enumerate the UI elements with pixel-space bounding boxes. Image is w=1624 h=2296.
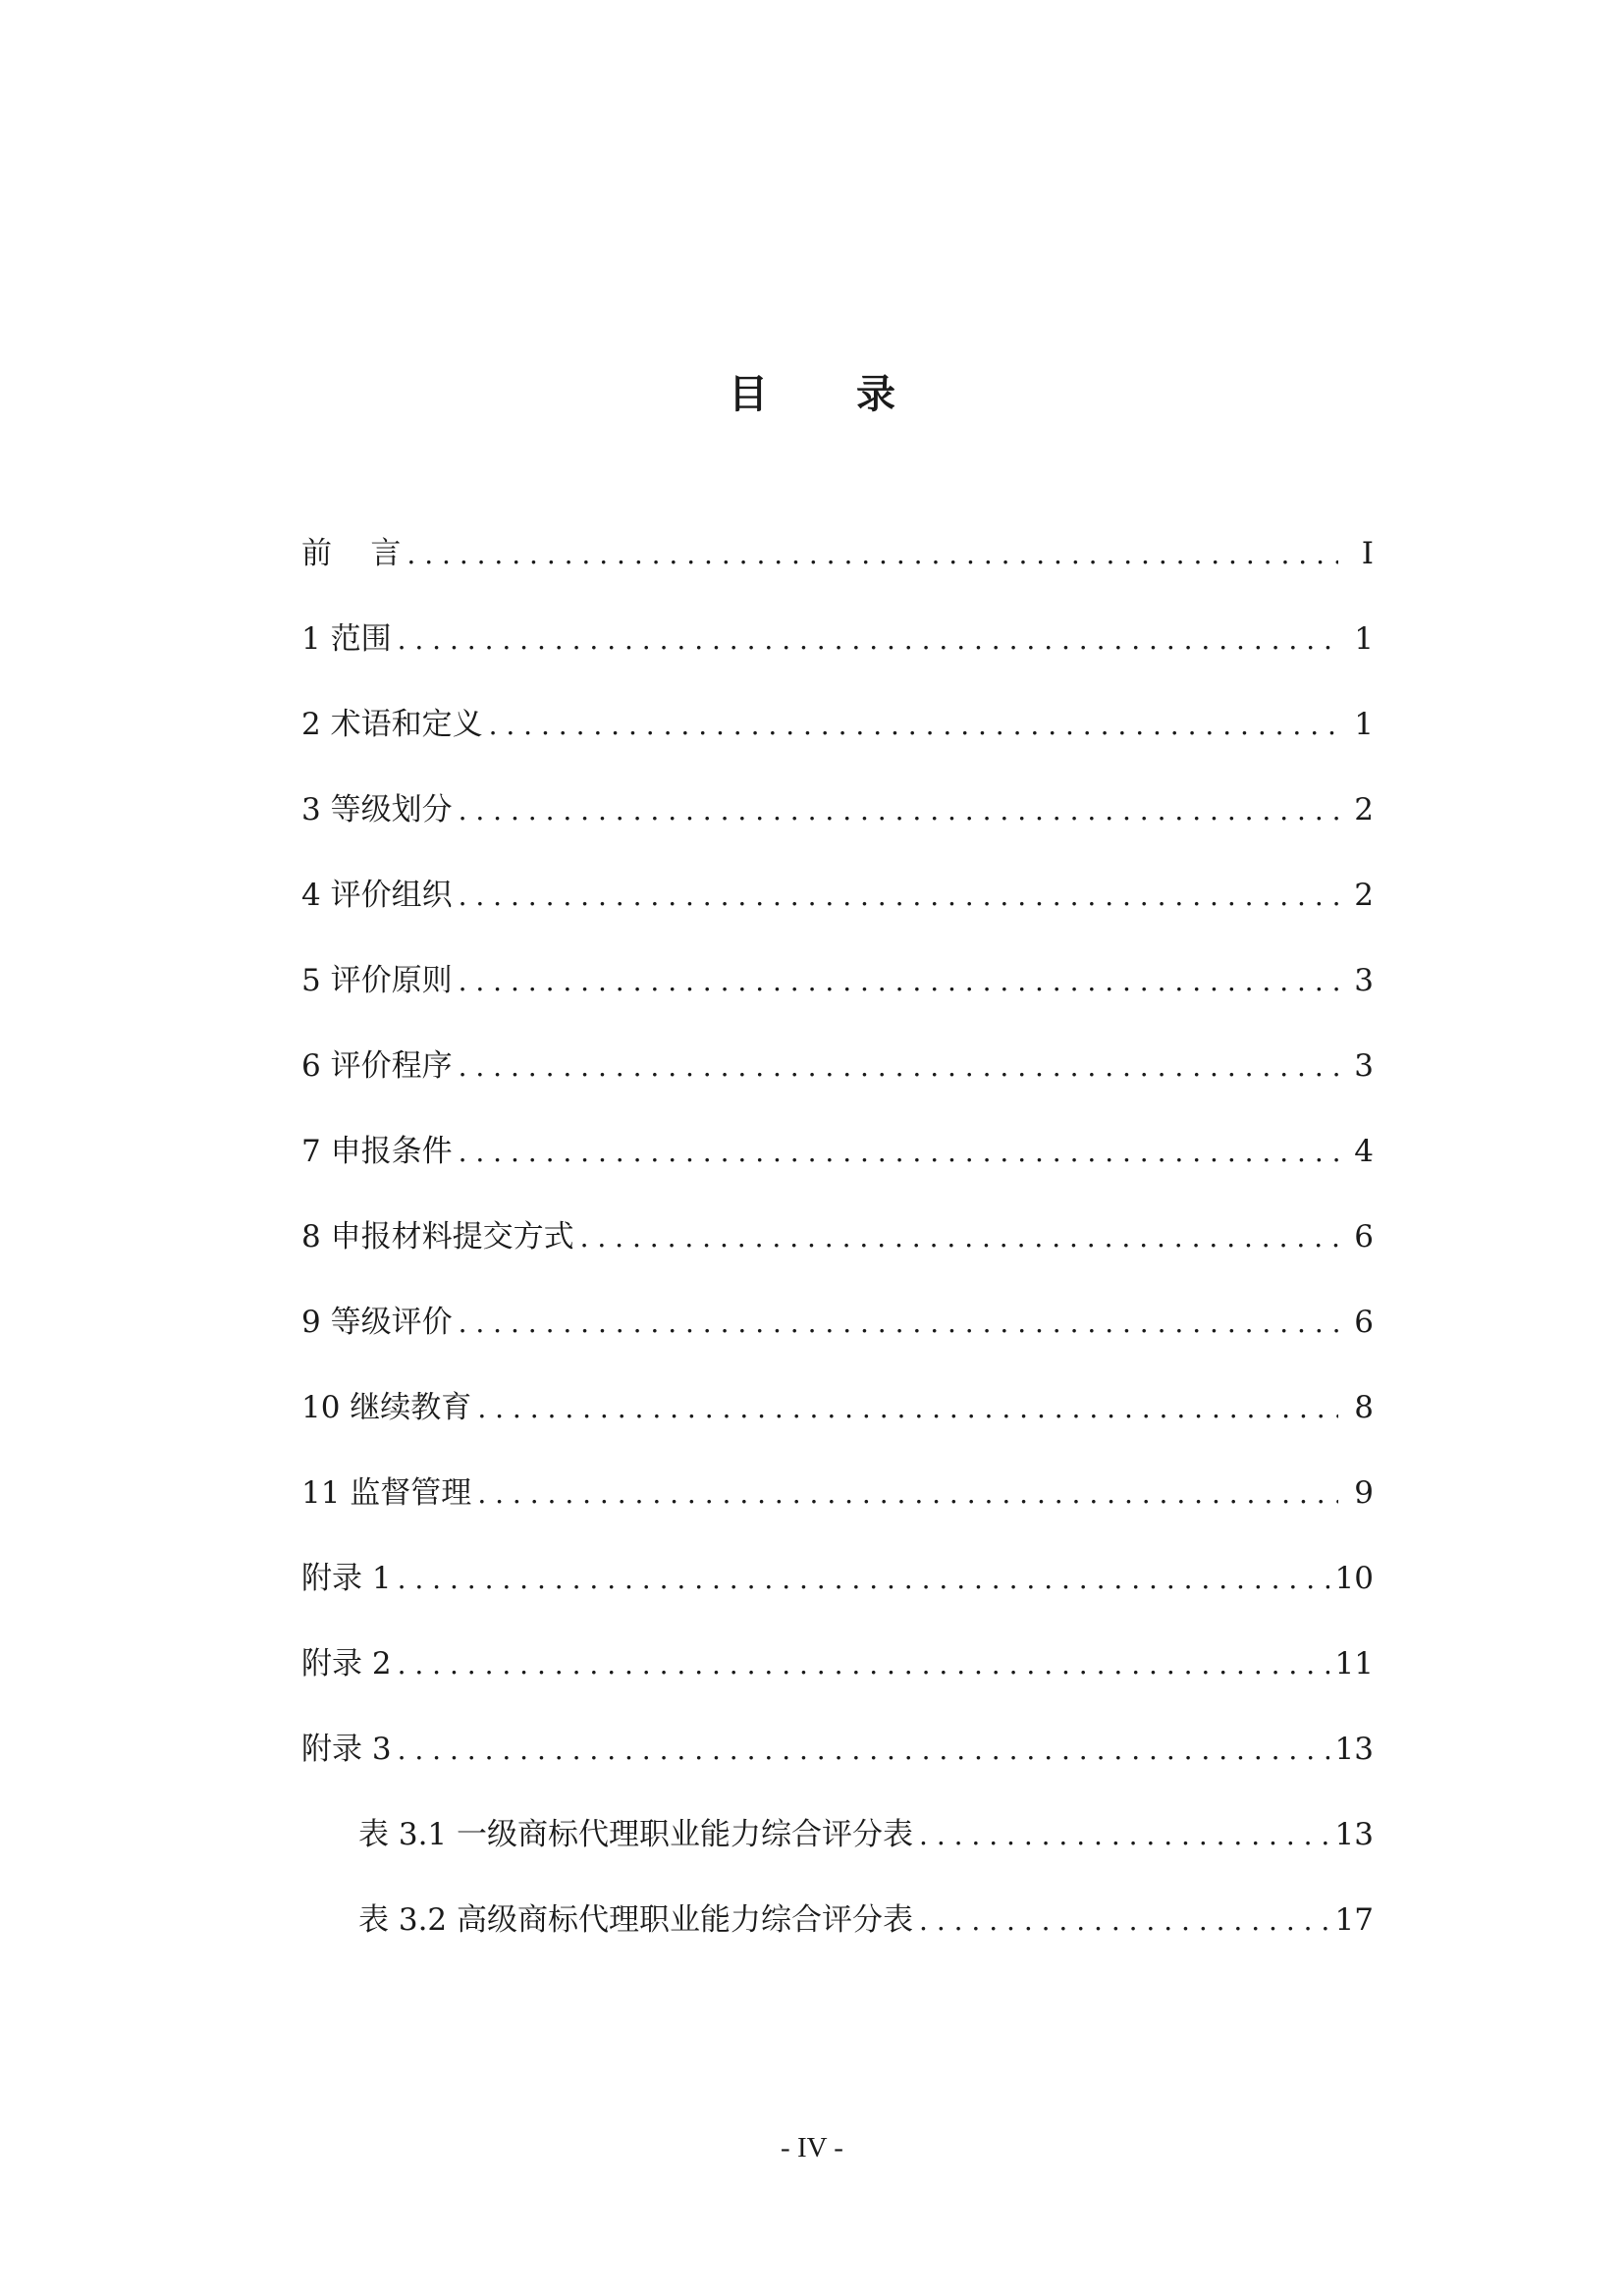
toc-entry-grade-evaluation[interactable] xyxy=(301,1295,1374,1380)
toc-entry-label: 附录 2 xyxy=(301,1646,392,1682)
toc-dot-leader xyxy=(477,1467,1338,1522)
toc-dot-leader xyxy=(919,1894,1329,1949)
toc-entry-terms[interactable] xyxy=(301,697,1374,782)
toc-dot-leader xyxy=(459,954,1338,1009)
toc-entry-label: 6 评价程序 xyxy=(301,1048,453,1084)
toc-entry-label: 4 评价组织 xyxy=(301,878,453,913)
toc-dot-leader xyxy=(489,698,1338,753)
toc-entry-table-3-2[interactable] xyxy=(301,1893,1374,1978)
toc-entry-page: 6 xyxy=(1354,1305,1374,1340)
toc-dot-leader xyxy=(459,869,1338,924)
toc-entry-page: I xyxy=(1361,536,1374,571)
toc-entry-label: 5 评价原则 xyxy=(301,963,453,998)
toc-entry-appendix-1[interactable] xyxy=(301,1551,1374,1636)
toc-entry-page: 13 xyxy=(1334,1817,1374,1852)
toc-entry-label: 附录 3 xyxy=(301,1732,392,1767)
toc-entry-page: 2 xyxy=(1354,878,1374,913)
toc-dot-leader xyxy=(398,1552,1329,1607)
toc-entry-label: 表 3.1 一级商标代理职业能力综合评分表 xyxy=(358,1817,914,1852)
table-of-contents xyxy=(301,526,1374,1978)
toc-dot-leader xyxy=(398,613,1338,667)
toc-entry-submission-method[interactable] xyxy=(301,1209,1374,1295)
toc-dot-leader xyxy=(477,1381,1338,1436)
toc-entry-label: 9 等级评价 xyxy=(301,1305,453,1340)
toc-entry-label: 表 3.2 高级商标代理职业能力综合评分表 xyxy=(358,1902,914,1938)
toc-entry-page: 13 xyxy=(1334,1732,1374,1767)
toc-entry-appendix-3[interactable] xyxy=(301,1722,1374,1807)
page-number: - IV - xyxy=(781,2132,843,2163)
toc-dot-leader xyxy=(406,527,1338,582)
toc-entry-page: 6 xyxy=(1354,1219,1374,1255)
toc-entry-continuing-education[interactable] xyxy=(301,1380,1374,1466)
page-title: 目 录 xyxy=(729,372,933,417)
toc-entry-page: 3 xyxy=(1354,1048,1374,1084)
toc-entry-page: 3 xyxy=(1354,963,1374,998)
toc-entry-page: 10 xyxy=(1334,1561,1374,1596)
toc-entry-evaluation-procedure[interactable] xyxy=(301,1039,1374,1124)
toc-entry-label: 11 监督管理 xyxy=(301,1475,472,1511)
toc-dot-leader xyxy=(459,1296,1338,1351)
toc-dot-leader xyxy=(398,1637,1329,1692)
toc-entry-application-conditions[interactable] xyxy=(301,1124,1374,1209)
toc-entry-label: 1 范围 xyxy=(301,621,392,657)
toc-entry-appendix-2[interactable] xyxy=(301,1636,1374,1722)
toc-entry-page: 9 xyxy=(1354,1475,1374,1511)
toc-entry-label: 前 言 xyxy=(301,536,402,571)
toc-entry-supervision[interactable] xyxy=(301,1466,1374,1551)
toc-entry-scope[interactable] xyxy=(301,612,1374,697)
toc-entry-page: 8 xyxy=(1354,1390,1374,1425)
toc-dot-leader xyxy=(580,1210,1338,1265)
toc-dot-leader xyxy=(459,1040,1338,1095)
toc-dot-leader xyxy=(459,1125,1338,1180)
toc-entry-label: 3 等级划分 xyxy=(301,792,453,828)
toc-entry-evaluation-organization[interactable] xyxy=(301,868,1374,953)
toc-entry-evaluation-principles[interactable] xyxy=(301,953,1374,1039)
toc-entry-page: 2 xyxy=(1354,792,1374,828)
toc-entry-page: 1 xyxy=(1354,621,1374,657)
toc-entry-label: 附录 1 xyxy=(301,1561,392,1596)
toc-entry-label: 8 申报材料提交方式 xyxy=(301,1219,574,1255)
toc-entry-page: 4 xyxy=(1354,1134,1374,1169)
toc-dot-leader xyxy=(398,1723,1329,1778)
toc-dot-leader xyxy=(459,783,1338,838)
toc-entry-label: 2 术语和定义 xyxy=(301,707,483,742)
toc-dot-leader xyxy=(919,1808,1329,1863)
toc-entry-grade-division[interactable] xyxy=(301,782,1374,868)
toc-entry-page: 17 xyxy=(1334,1902,1374,1938)
toc-entry-preface[interactable] xyxy=(301,526,1374,612)
toc-entry-table-3-1[interactable] xyxy=(301,1807,1374,1893)
toc-entry-page: 11 xyxy=(1334,1646,1374,1682)
toc-entry-label: 7 申报条件 xyxy=(301,1134,453,1169)
toc-entry-page: 1 xyxy=(1354,707,1374,742)
toc-entry-label: 10 继续教育 xyxy=(301,1390,472,1425)
